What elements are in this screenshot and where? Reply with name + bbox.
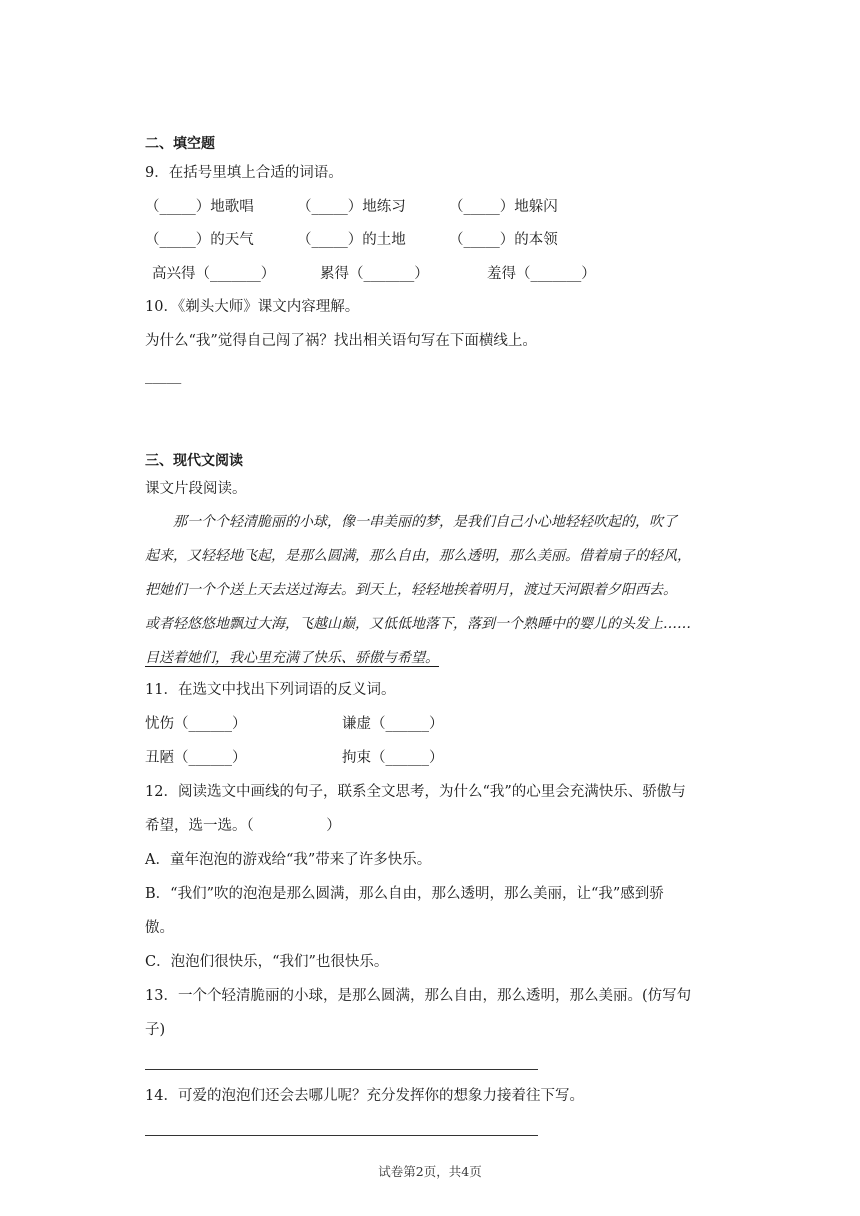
passage-line: 把她们一个个送上天去送过海去。到天上，轻轻地挨着明月，渡过天河跟着夕阳西去。 [145, 582, 677, 598]
option-c: C．泡泡们很快乐，“我们”也很快乐。 [145, 954, 389, 970]
q9-item: 羞得（_______） [487, 266, 596, 282]
q9-item: （_____）地歌唱 [145, 199, 254, 215]
answer-blank: _____ [145, 368, 182, 384]
q11-item: 谦虚（______） [342, 716, 444, 732]
passage-line: 或者轻悠悠地飘过大海，飞越山巅，又低低地落下，落到一个熟睡中的婴儿的头发上…… [145, 616, 691, 632]
q9-item: （_____）的本领 [449, 232, 558, 248]
q9-item: 累得（_______） [320, 266, 429, 282]
question-12-stem: 12．阅读选文中画线的句子，联系全文思考，为什么“我”的心里会充满快乐、骄傲与 [145, 784, 686, 800]
q11-item: 忧伤（______） [145, 716, 247, 732]
q9-item: （_____）的天气 [145, 232, 254, 248]
passage-line: 那一个个轻清脆丽的小球，像一串美丽的梦，是我们自己小心地轻轻吹起的，吹了 [145, 514, 677, 530]
question-13-stem-cont: 子) [145, 1022, 166, 1038]
answer-line [145, 1069, 538, 1070]
question-10-stem: 10．《剃头大师》课文内容理解。 [145, 299, 360, 315]
passage-line: 起来，又轻轻地飞起，是那么圆满，那么自由，那么透明，那么美丽。借着扇子的轻风， [145, 548, 691, 564]
passage-underlined-sentence: 目送着她们，我心里充满了快乐、骄傲与希望。 [145, 650, 439, 666]
q9-item: 高兴得（_______） [152, 266, 276, 282]
question-14-stem: 14．可爱的泡泡们还会去哪儿呢？充分发挥你的想象力接着往下写。 [145, 1088, 584, 1104]
q9-item: （_____）的土地 [297, 232, 406, 248]
answer-line [145, 1135, 538, 1136]
question-12-stem-cont: 希望，选一选。（ ） [145, 818, 341, 834]
q11-item: 丑陋（______） [145, 750, 247, 766]
question-11-stem: 11．在选文中找出下列词语的反义词。 [145, 682, 396, 698]
q11-item: 拘束（______） [342, 750, 444, 766]
question-13-stem: 13．一个个轻清脆丽的小球，是那么圆满，那么自由，那么透明，那么美丽。(仿写句 [145, 988, 692, 1004]
q9-item: （_____）地练习 [297, 199, 406, 215]
reading-intro: 课文片段阅读。 [145, 481, 247, 497]
option-a: A．童年泡泡的游戏给“我”带来了许多快乐。 [145, 852, 432, 868]
question-10-prompt: 为什么“我”觉得自己闯了祸？找出相关语句写在下面横线上。 [145, 333, 537, 349]
option-b-cont: 傲。 [145, 920, 174, 936]
page-footer: 试卷第2页，共4页 [378, 1164, 482, 1179]
section-title-reading: 三、现代文阅读 [145, 453, 243, 469]
q9-item: （_____）地躲闪 [449, 199, 558, 215]
section-title-fill-blank: 二、填空题 [145, 136, 215, 152]
option-b: B．“我们”吹的泡泡是那么圆满，那么自由，那么透明，那么美丽，让“我”感到骄 [145, 886, 664, 902]
question-9-stem: 9．在括号里填上合适的词语。 [145, 165, 343, 181]
